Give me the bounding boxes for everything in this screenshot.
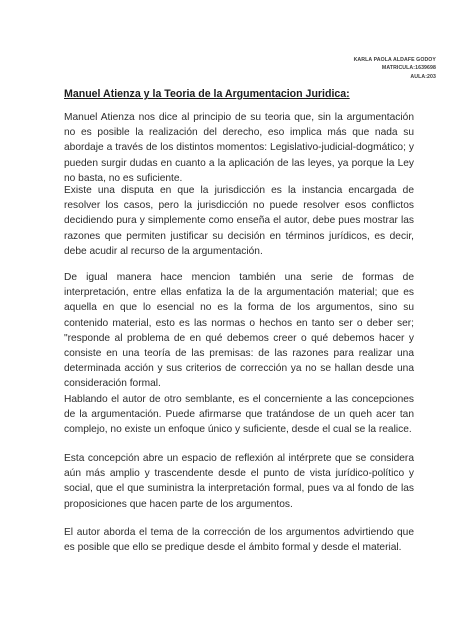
paragraph-text: Hablando el autor de otro semblante, es el concerniente a las concepciones de la argumentación. Puede afirmarse que tratándose de un queh acer tan complejo, no existe un enfoque único y suficiente, desde el cual se la realice. bbox=[64, 394, 414, 436]
paragraph bbox=[64, 183, 414, 259]
paragraph-text: De igual manera hace mencion también una serie de formas de interpretación, entre ellas enfatiza la de la argumentación material; que es aquella en que lo esencial no es la forma de los argumentos, sino su contenido material, esto es las normas o hechos en tanto ser o deber ser; "responde al problema de en qué debemos creer o qué debemos hacer y consiste en una teoría de las premisas: de las razones para realizar una determinada acción y sus criterios de corrección ya no se hallan desde una consideración formal. bbox=[64, 272, 414, 390]
paragraph bbox=[64, 525, 414, 555]
paragraph bbox=[64, 110, 414, 186]
paragraph bbox=[64, 451, 414, 512]
author-info bbox=[354, 56, 436, 81]
author-name: KARLA PAOLA ALDAFE GODOY bbox=[353, 57, 436, 63]
student-id: MATRICULA:1639698 bbox=[381, 65, 436, 72]
paragraph-text: Esta concepción abre un espacio de reflexión al intérprete que se considera aún más amplio y trascendente desde el punto de vista jurídico-político y social, que el que suministra la interpretación formal, pues va al fondo de las proposiciones que hacen parte de los argumentos. bbox=[64, 453, 414, 510]
paragraph-text: Existe una disputa en que la jurisdicción es la instancia encargada de resolver los casos, pero la jurisdicción no puede resolver esos conflictos decidiendo pura y simplemente como enseña el autor, debe pues mostrar las razones que permiten justificar su decisión en términos jurídicos, es decir, debe acudir al recurso de la argumentación. bbox=[64, 185, 414, 257]
paragraph-text: El autor aborda el tema de la corrección de los argumentos advirtiendo que es posible que ello se predique desde el ámbito formal y desde el material. bbox=[64, 527, 414, 554]
classroom: AULA:203 bbox=[410, 73, 436, 80]
paragraph bbox=[64, 392, 414, 438]
paragraph-text: Manuel Atienza nos dice al principio de su teoria que, sin la argumentación no es posible la realización del derecho, eso implica más que nada su abordaje a través de los distintos momentos: Legislativo-judicial-dogmático; y pueden surgir dudas en cuanto a la aplicación de las leyes, ya porque la Ley no basta, no es suficiente. bbox=[64, 112, 414, 184]
paragraph bbox=[64, 270, 414, 392]
document-title: Manuel Atienza y la Teoria de la Argumentacion Juridica: bbox=[64, 88, 350, 100]
